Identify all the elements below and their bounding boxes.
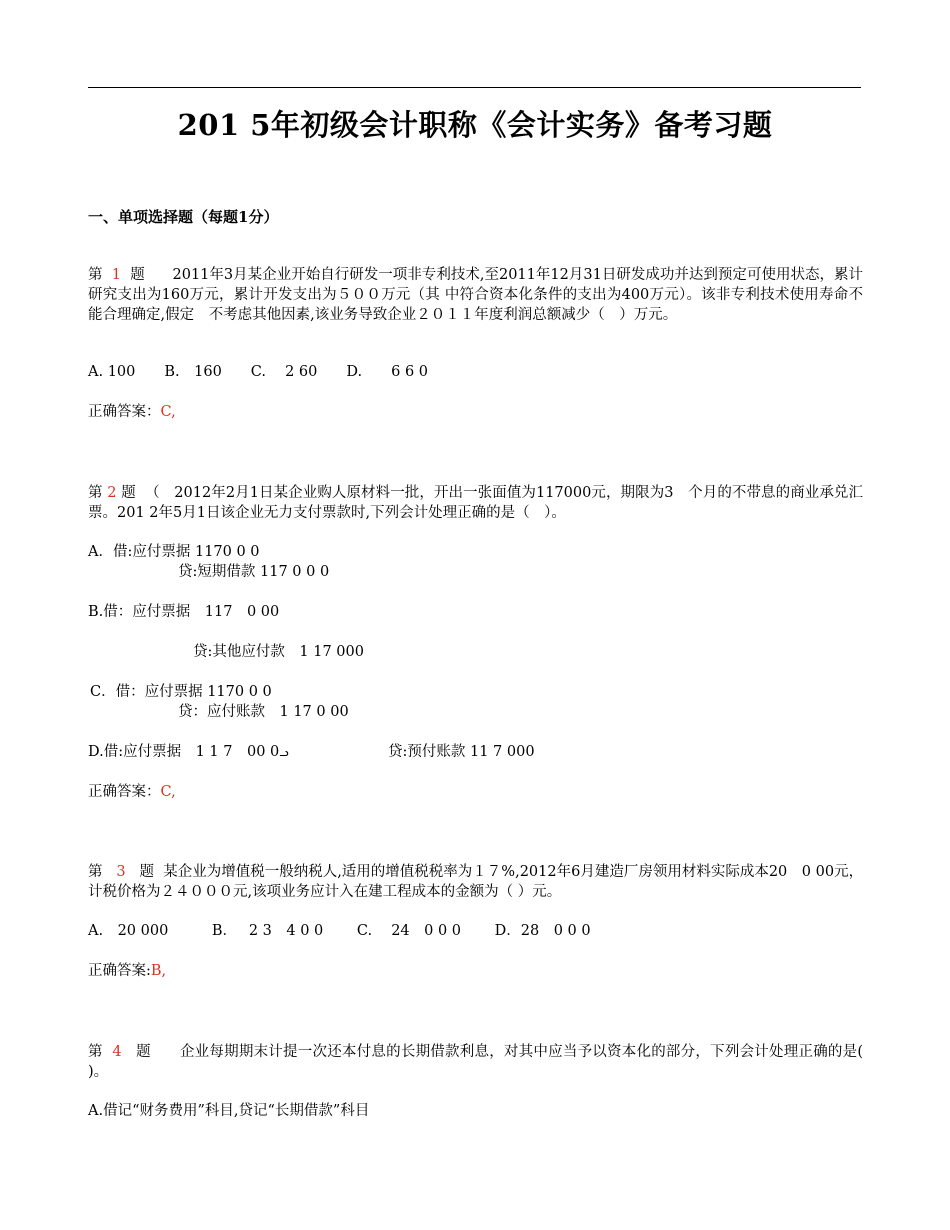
question-number: 1 [111,267,121,283]
question-number: 4 [112,1044,122,1060]
answer-label: 正确答案: [88,963,151,979]
option-d-text: D.借:应付票据 1 1 7 00 0 [88,744,280,760]
question-3-options: A. 20 000 B． 2 3 4 0 0 C. 24 0 0 0 D．28 0 0 0 [88,923,591,939]
option-d-line-1 [88,742,289,763]
question-number: 2 [107,485,117,501]
question-1-answer [88,402,176,422]
question-prefix: 第 [88,485,103,501]
section-heading: 一、单项选择题（每题1分） [88,208,279,226]
answer-value: C, [160,784,176,800]
question-1-options: A. 100 B. 160 C. 2 60 D. 6 6 0 [88,364,428,380]
question-3-answer [88,961,166,981]
answer-value: C, [160,404,176,420]
question-text: 某企业为增值税一般纳税人,适用的增值税税率为１７%,2012年6月建造厂房领用材料实际成本20 0 00元，计税价格为２４０００元,该项业务应计入在建工程成本的金额为（ ）元。 [88,864,864,900]
question-3 [88,862,863,902]
question-prefix: 第 [88,864,103,880]
question-suffix: 题 [139,864,154,880]
top-rule [88,87,861,88]
question-text: 企业每期期末计提一次还本付息的长期借款利息，对其中应当予以资本化的部分，下列会计处理正确的是( )。 [88,1044,864,1080]
question-1 [88,265,863,325]
option-c-line-1: C．借：应付票据 1170 0 0 [90,684,272,700]
stray-glyph: ᓗ [279,746,289,759]
question-prefix: 第 [88,267,103,283]
question-prefix: 第 [88,1044,103,1060]
option-b-line-1: B.借：应付票据 117 0 00 [88,604,280,620]
question-suffix: 题 [136,1044,151,1060]
question-4 [88,1042,863,1082]
answer-label: 正确答案： [88,404,161,420]
question-suffix: 题 [121,485,136,501]
question-text: 2011年3月某企业开始自行研发一项非专利技术,至2011年12月31日研发成功并达到预定可使用状态，累计研究支出为160万元，累计开发支出为５００万元（其 中符合资本化条件的支出为400万元）。该非专利技术使用寿命不能合理确定,假定 不考虑其他因素,该业务导致企业２０１１年度利润总额减少（ ）万元。 [88,267,864,323]
option-d-line-2: 贷:预付账款 11 7 000 [388,744,535,760]
option-a-line-1: A．借:应付票据 1170 0 0 [88,544,260,560]
question-2 [88,483,863,523]
question-text: （ 2012年2月1日某企业购人原材料一批，开出一张面值为117000元，期限为3 个月的不带息的商业承兑汇票。201 2年5月1日该企业无力支付票款时,下列会计处理正确的是（ ）。 [88,485,863,521]
question-number: 3 [116,864,126,880]
answer-value: B, [150,963,167,979]
question-suffix: 题 [130,267,145,283]
page-title: 201 5年初级会计职称《会计实务》备考习题 [177,108,773,142]
question-2-answer [88,782,176,802]
option-c-line-2: 贷：应付账款 1 17 0 00 [178,704,349,720]
answer-label: 正确答案： [88,784,161,800]
question-4-option-a: A.借记“财务费用”科目,贷记“长期借款”科目 [88,1103,370,1119]
option-b-line-2: 贷:其他应付款 1 17 000 [193,644,364,660]
option-a-line-2: 贷:短期借款 117 0 0 0 [178,564,330,580]
